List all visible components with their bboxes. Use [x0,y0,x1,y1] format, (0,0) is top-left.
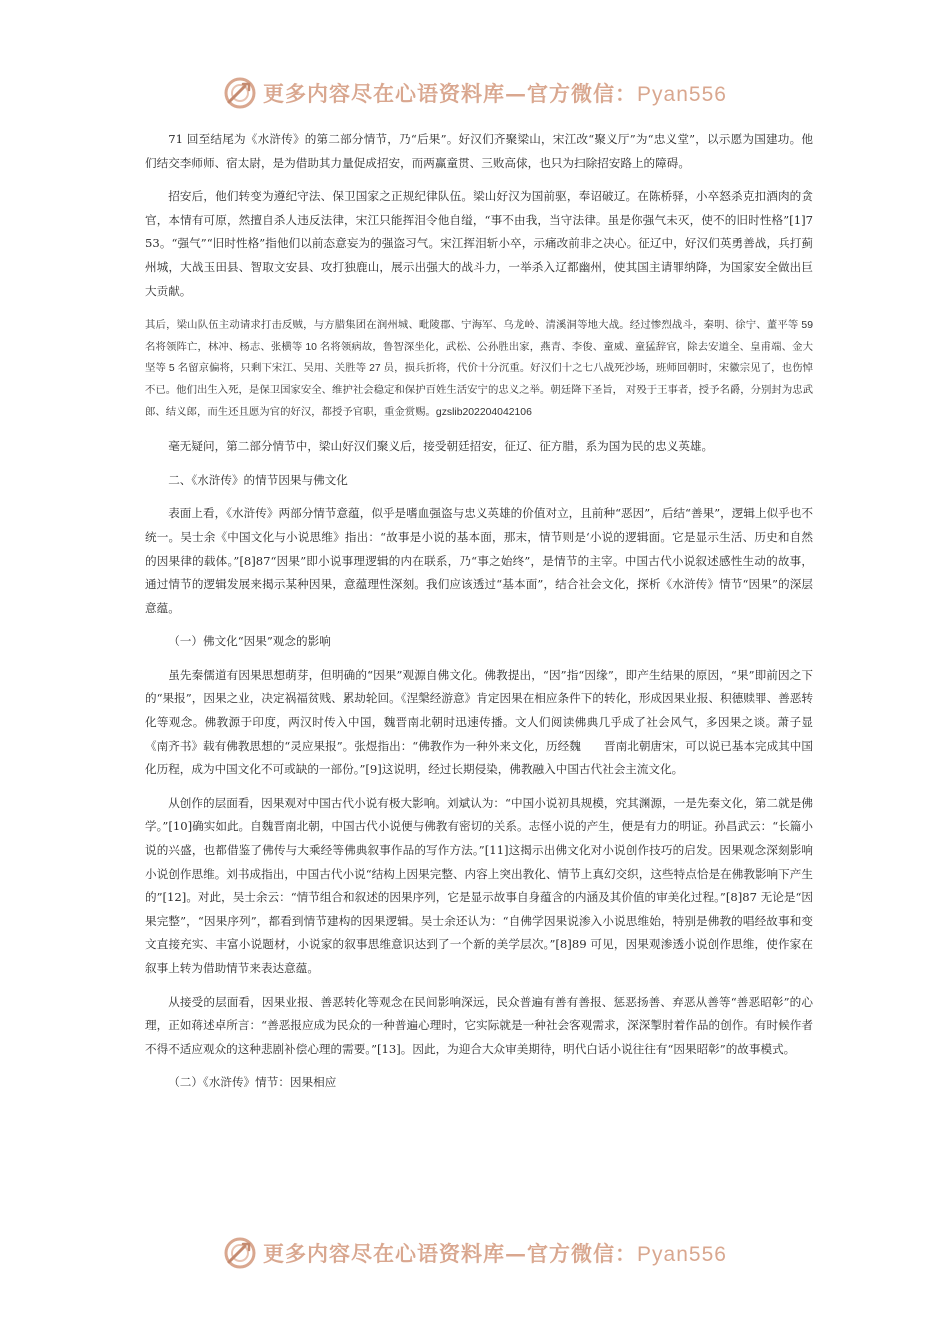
banner-text [263,1238,727,1268]
banner-wechat-id: Pyan556 [637,1243,727,1266]
banner-main-text: 更多内容尽在心语资料库—官方微信： [263,81,638,106]
banner-text [263,78,727,108]
paragraph: 毫无疑问，第二部分情节中，梁山好汉们聚义后，接受朝廷招安，征辽、征方腊，系为国为民的忠义英雄。 [168,439,714,454]
paragraph-note: 其后，梁山队伍主动请求打击反贼，与方腊集团在润州城、毗陵郡、宁海军、乌龙岭、清溪洞等地大战。经过惨烈战斗，秦明、徐宁、董平等 59 名将领阵亡，林冲、杨志、张横等 10 名将领病故，鲁智深坐化，武松、公孙胜出家，燕青、李俊、童威、童猛辞官，除去安道全、皇甫端、金大坚等 5 名留京偏将，只剩下宋江、吴用、关胜等 27 员，损兵折将，代价十分沉重。好汉们十之七八战死沙场，班师回朝时，宋徽宗见了，也伤悼不已。他们出生入死，是保卫国家安全、维护社会稳定和保护百姓生活安宁的忠义之举。朝廷降下圣旨， 对殁于王事者，授予名爵，分别封为忠武郎、结义郎，而生还且愿为官的好汉，都授予官职，重金赏赐。gzslib202204042106 [145,320,813,418]
logo-icon [223,76,257,110]
paragraph: 从接受的层面看，因果业报、善恶转化等观念在民间影响深远，民众普遍有善有善报、惩恶扬善、弃恶从善等“善恶昭彰”的心理，正如蒋述卓所言：“善恶报应成为民众的一种普遍心理时，它实际就是一种社会客观需求，深深掣肘着作品的创作。有时候作者不得不适应观众的这种悲剧补偿心理的需要。”[13]。因此，为迎合大众审美期待，明代白话小说往往有“因果昭彰”的故事模式。 [145,994,813,1056]
logo-icon [223,1236,257,1270]
banner-main-text: 更多内容尽在心语资料库—官方微信： [263,1241,638,1266]
banner-wechat-id: Pyan556 [637,83,727,106]
paragraph: 招安后，他们转变为遵纪守法、保卫国家之正规纪律队伍。梁山好汉为国前驱，奉诏破辽。在陈桥驿，小卒怒杀克扣酒肉的贪官，本情有可原，然擅自杀人违反法律，宋江只能挥泪令他自缢，“事不由我，当守法律。虽是你强气未灭，使不的旧时性格”[1]753。“强气”“旧时性格”指他们以前态意妄为的强盗习气。宋江挥泪斩小卒，示痛改前非之决心。征辽中，好汉们英勇善战，兵打蓟州城，大战玉田县、智取文安县、攻打独鹿山，展示出强大的战斗力，一举杀入辽都幽州，使其国主请罪纳降，为国家安全做出巨大贡献。 [145,189,813,298]
section-heading: 二、《水浒传》的情节因果与佛文化 [168,472,348,487]
footer-banner [0,1236,950,1270]
paragraph: 71 回至结尾为《水浒传》的第二部分情节，乃“后果”。好汉们齐聚梁山，宋江改“聚义厅”为“忠义堂”，以示愿为国建功。他们结交李师师、宿太尉，是为借助其力量促成招安，而两赢童贯、三败高俅，也只为扫除招安路上的障碍。 [145,132,813,170]
paragraph: 虽先秦儒道有因果思想萌芽，但明确的“因果”观源自佛文化。佛教提出，“因”指“因缘”，即产生结果的原因，“果”即前因之下的“果报”，因果之业，决定祸福贫贱、累劫轮回。《涅槃经游意》肯定因果在相应条件下的转化，形成因果业报、积德赎罪、善恶转化等观念。佛教源于印度，两汉时传入中国，魏晋南北朝时迅速传播。文人们阅读佛典几乎成了社会风气，多因果之谈。萧子显《南齐书》载有佛教思想的“灵应果报”。张煜指出：“佛教作为一种外来文化，历经魏 晋南北朝唐宋，可以说已基本完成其中国化历程，成为中国文化不可或缺的一部份。”[9]这说明，经过长期侵染，佛教融入中国古代社会主流文化。 [145,667,813,777]
paragraph: 表面上看，《水浒传》两部分情节意蕴，似乎是嗜血强盗与忠义英雄的价值对立，且前种“恶因”，后结“善果”，逻辑上似乎也不统一。吴士余《中国文化与小说思维》指出：“故事是小说的基本面，那末，情节则是‘小说的逻辑面。它是显示生活、历史和自然的因果律的载体。”[8]87“因果”即小说事理逻辑的内在联系，乃“事之始终”，是情节的主宰。中国古代小说叙述感性生动的故事，通过情节的逻辑发展来揭示某种因果，意蕴理性深刻。我们应该透过“基本面”，结合社会文化，探析《水浒传》情节“因果”的深层意蕴。 [145,506,813,615]
subsection-heading: （一）佛文化“因果”观念的影响 [168,634,331,649]
paragraph: 从创作的层面看，因果观对中国古代小说有极大影响。刘斌认为：“中国小说初具规模，究其渊源，一是先秦文化，第二就是佛学。”[10]确实如此。自魏晋南北朝，中国古代小说便与佛教有密切的关系。志怪小说的产生，便是有力的明证。孙昌武云：“长篇小说的兴盛，也都借鉴了佛传与大乘经等佛典叙事作品的写作方法。”[11]这揭示出佛文化对小说创作技巧的启发。因果观念深刻影响小说创作思维。刘书成指出，中国古代小说“结构上因果完整、内容上突出教化、情节上真幻交织，这些特点恰是在佛教影响下产生的”[12]。对此，吴士余云：“情节组合和叙述的因果序列，它是显示故事自身蕴含的内涵及其价值的审美化过程。”[8]87 无论是“因果完整”，“因果序列”，都看到情节建构的因果逻辑。吴士余还认为：“自佛学因果说渗入小说思维始，特别是佛教的唱经故事和变文直接充实、丰富小说题材，小说家的叙事思维意识达到了一个新的美学层次。”[8]89 可见，因果观渗透小说创作思维，使作家在叙事上转为借助情节来表达意蕴。 [145,795,813,975]
header-banner [0,76,950,110]
subsection-heading: （二）《水浒传》情节：因果相应 [168,1075,337,1090]
article-body [145,128,813,1105]
